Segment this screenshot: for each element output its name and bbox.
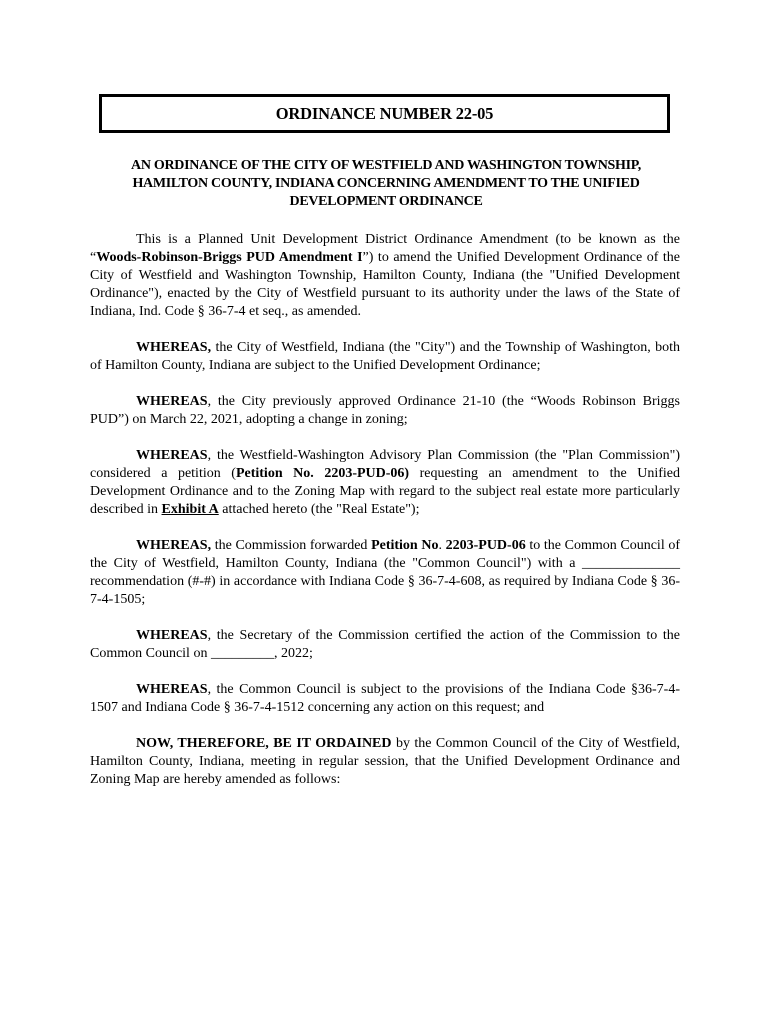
ordinance-heading: AN ORDINANCE OF THE CITY OF WESTFIELD AND WASHINGTON TOWNSHIP, HAMILTON COUNTY, INDIANA CONCERNING AMENDMENT TO THE UNIFIED DEVELOPMENT ORDINANCE [131, 158, 641, 209]
ordinance-body [90, 231, 680, 807]
whereas-paragraph-4: WHEREAS, the Commission forwarded Petition No. 2203-PUD-06 to the Common Council of the City of Westfield, Hamilton County, Indiana (the "Common Council") with a ______________ recommendation (#-#) in accordance with Indiana Code § 36-7-4-608, as required by Indiana Code § 36-7-4-1505; [90, 538, 681, 607]
whereas-paragraph-3: WHEREAS, the Westfield-Washington Advisory Plan Commission (the "Plan Commission") considered a petition (Petition No. 2203-PUD-06) requesting an amendment to the Unified Development Ordinance and to the Zoning Map with regard to the subject real estate more particularly described in Exhibit A attached hereto (the "Real Estate"); [90, 448, 681, 517]
whereas-paragraph-2: WHEREAS, the City previously approved Ordinance 21-10 (the “Woods Robinson Briggs PUD”) on March 22, 2021, adopting a change in zoning; [90, 394, 680, 427]
whereas-paragraph-1: WHEREAS, the City of Westfield, Indiana (the "City") and the Township of Washington, both of Hamilton County, Indiana are subject to the Unified Development Ordinance; [90, 340, 680, 373]
ordained-paragraph: NOW, THEREFORE, BE IT ORDAINED by the Common Council of the City of Westfield, Hamilton County, Indiana, meeting in regular session, that the Unified Development Ordinance and Zoning Map are hereby amended as follows: [90, 736, 680, 787]
ordinance-title: ORDINANCE NUMBER 22-05 [275, 103, 494, 123]
exhibit-a-reference: Exhibit A [161, 502, 219, 517]
whereas-paragraph-5: WHEREAS, the Secretary of the Commission certified the action of the Commission to the Common Council on _________, 2022; [90, 628, 680, 661]
intro-paragraph: This is a Planned Unit Development District Ordinance Amendment (to be known as the “Woods-Robinson-Briggs PUD Amendment I”) to amend the Unified Development Ordinance of the City of Westfield and Washington Township, Hamilton County, Indiana (the "Unified Development Ordinance"), enacted by the City of Westfield pursuant to its authority under the laws of the State of Indiana, Ind. Code § 36-7-4 et seq., as amended. [90, 232, 680, 319]
whereas-paragraph-6: WHEREAS, the Common Council is subject to the provisions of the Indiana Code §36-7-4-1507 and Indiana Code § 36-7-4-1512 concerning any action on this request; and [90, 682, 680, 715]
ordinance-title-box [99, 94, 670, 133]
